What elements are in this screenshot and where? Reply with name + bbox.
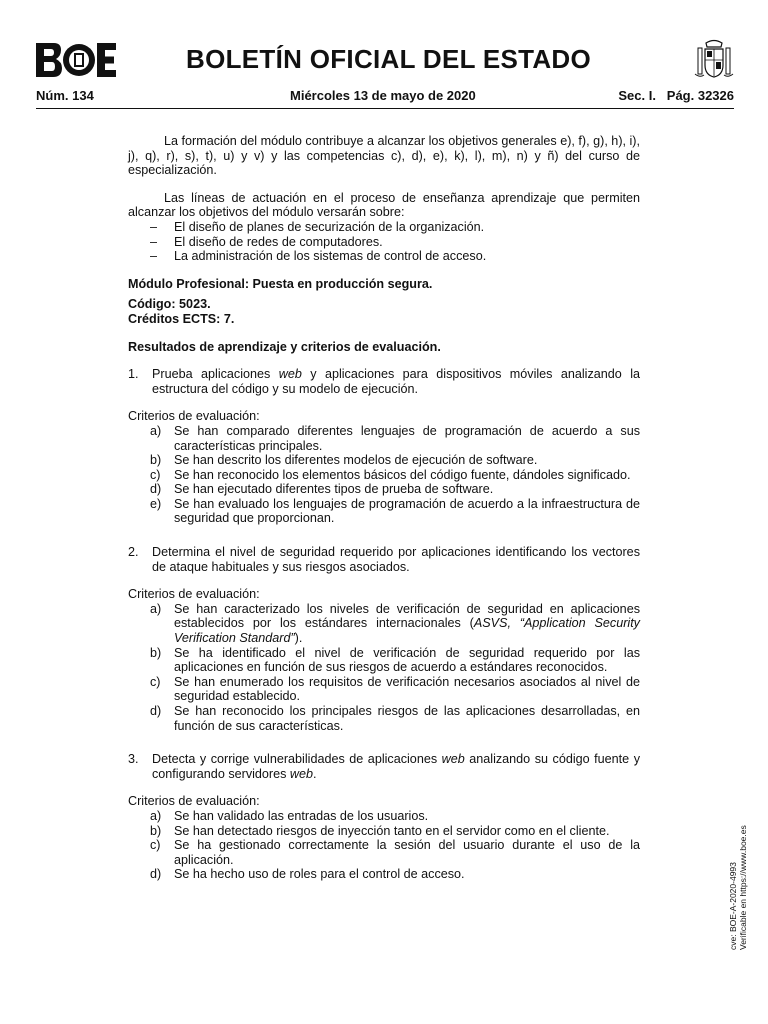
page-title: BOLETÍN OFICIAL DEL ESTADO [186, 44, 592, 74]
learning-result-1: 1. Prueba aplicaciones web y aplicaciones para dispositivos móviles analizando la estructura del código y su modelo de ejecución. [128, 367, 640, 396]
verify-url: Verificable en https://www.boe.es [738, 825, 748, 950]
boe-logo-icon [36, 43, 116, 77]
document-body [128, 134, 640, 882]
list-item: – La administración de los sistemas de control de acceso. [150, 249, 487, 264]
list-item: a) Se han comparado diferentes lenguajes de programación de acuerdo a sus características principales. [150, 423, 640, 453]
list-item: d) Se ha hecho uso de roles para el control de acceso. [150, 867, 465, 882]
list-item: c) Se han reconocido los elementos básicos del código fuente, dándoles significado. [150, 467, 631, 482]
list-item: d) Se han reconocido los principales riesgos de las aplicaciones desarrolladas, en función de sus características. [150, 704, 640, 733]
paragraph-lines: Las líneas de actuación en el proceso de enseñanza aprendizaje que permiten alcanzar los objetivos del módulo versarán sobre: [128, 190, 640, 220]
criteria-label: Criterios de evaluación: [128, 587, 260, 602]
boe-logo [36, 42, 116, 78]
issue-number: Núm. 134 [36, 88, 94, 103]
issue-info-bar [36, 88, 734, 109]
list-item: b) Se han detectado riesgos de inyección tanto en el servidor como en el cliente. [150, 823, 610, 838]
dash-list [128, 220, 640, 264]
criteria-label: Criterios de evaluación: [128, 794, 260, 809]
list-item: e) Se han evaluado los lenguajes de programación de acuerdo a la infraestructura de seguridad que proporcionan. [150, 496, 640, 526]
criteria-list-2 [128, 602, 640, 733]
list-item: a) Se han caracterizado los niveles de verificación de seguridad en aplicaciones establecidos por los estándares internacionales (ASVS, “Application Security Verification Standard”). [150, 601, 640, 646]
criteria-list-3 [128, 809, 640, 882]
page-header [36, 38, 736, 88]
paragraph-objectives: La formación del módulo contribuye a alcanzar los objetivos generales e), f), g), h), i), j), q), r), s), t), u) y v) y las competencias c), d), e), k), l), m), n) y ñ) del curso de especialización. [128, 134, 640, 178]
module-code: Código: 5023. [128, 297, 211, 312]
issue-date: Miércoles 13 de mayo de 2020 [290, 88, 476, 103]
list-item: d) Se han ejecutado diferentes tipos de prueba de software. [150, 482, 494, 497]
learning-result-3: 3. Detecta y corrige vulnerabilidades de aplicaciones web analizando su código fuente y configurando servidores web. [128, 752, 640, 781]
list-item: – El diseño de planes de securización de la organización. [150, 219, 485, 234]
list-item: a) Se han validado las entradas de los usuarios. [150, 808, 429, 823]
list-item: c) Se han enumerado los requisitos de verificación necesarios asociados al nivel de seguridad establecido. [150, 674, 640, 704]
list-item: c) Se ha gestionado correctamente la sesión del usuario durante el uso de la aplicación. [150, 838, 640, 867]
list-item: – El diseño de redes de computadores. [150, 234, 383, 249]
criteria-label: Criterios de evaluación: [128, 409, 260, 424]
list-item: b) Se han descrito los diferentes modelos de ejecución de software. [150, 453, 538, 468]
results-heading: Resultados de aprendizaje y criterios de evaluación. [128, 339, 441, 354]
spain-coat-of-arms-icon [692, 38, 736, 82]
learning-result-2: 2. Determina el nivel de seguridad requerido por aplicaciones identificando los vectores de ataque habituales y sus riesgos asociados. [128, 545, 640, 574]
verification-note [728, 825, 748, 950]
module-title: Módulo Profesional: Puesta en producción segura. [128, 276, 433, 291]
list-item: b) Se ha identificado el nivel de verificación de seguridad requerido por las aplicaciones en función de sus riesgos de acuerdo a estándares reconocidos. [150, 645, 640, 675]
criteria-list-1 [128, 424, 640, 526]
section-page: Sec. I. Pág. 32326 [618, 88, 734, 103]
module-credits: Créditos ECTS: 7. [128, 311, 235, 326]
cve-code: cve: BOE-A-2020-4993 [728, 862, 738, 950]
